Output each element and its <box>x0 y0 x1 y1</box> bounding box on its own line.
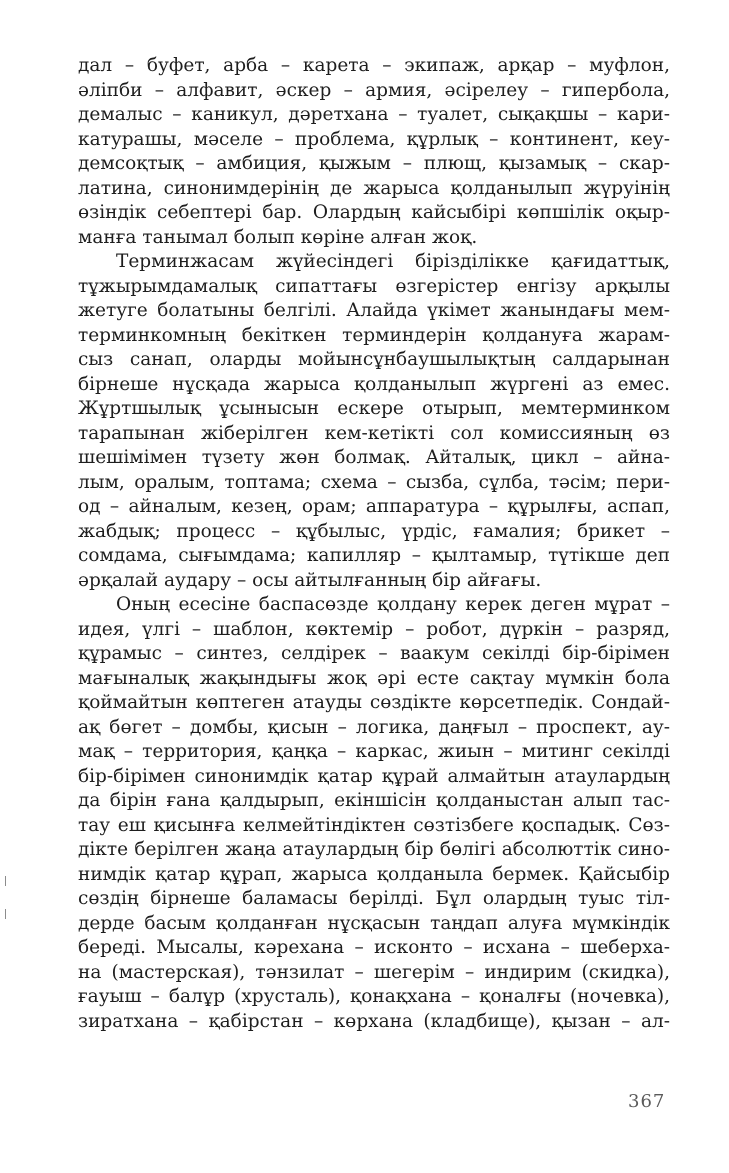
text-line: дерде басым қолданған нұсқасын таңдап алуға мүмкіндік <box>78 912 670 934</box>
text-line: зиратхана – қабірстан – көрхана (кладбище), қызан – ал- <box>78 1010 670 1032</box>
text-line: ғауыш – балұр (хрусталь), қонақхана – қоналғы (ночевка), <box>78 986 670 1007</box>
text-line: дікте берілген жаңа атаулардың бір бөлігі абсолюттік сино- <box>78 839 670 860</box>
text-line: жабдық; процесс – құбылыс, үрдіс, ғамалия; брикет – <box>78 520 670 542</box>
text-line: да бірін ғана қалдырып, екіншісін қолданыстан алып тас- <box>78 790 670 811</box>
text-line: на (мастерская), тәнзилат – шегерім – индирим (скидка), <box>78 961 670 983</box>
text-line: демалыс – каникул, дәретхана – туалет, сықақшы – кари- <box>78 104 670 125</box>
text-line: нимдік қатар құрап, жарыса қолданыла бермек. Қайсыбір <box>78 863 670 885</box>
text-line: идея, үлгі – шаблон, көктемір – робот, дүркін – разряд, <box>78 618 670 640</box>
text-line: латина, синонимдерінің де жарыса қолданылып жүруінің <box>78 177 670 199</box>
text-line: терминкомның бекіткен терминдерін қолдануға жарам- <box>78 324 670 346</box>
text-line: од – айналым, кезең, орам; аппаратура – құрылғы, аспап, <box>78 496 670 517</box>
text-line: Жұртшылық ұсынысын ескере отырып, мемтерминком <box>78 398 670 419</box>
text-line: катурашы, мәселе – проблема, құрлық – континент, кеу- <box>78 128 670 150</box>
text-line: әрқалай аудару – осы айтылғанның бір айғағы. <box>78 569 542 591</box>
text-line: мағыналық жақындығы жоқ әрі есте сақтау мүмкін бола <box>78 667 670 689</box>
text-line: демсоқтық – амбиция, қыжым – плющ, қызамық – скар- <box>78 153 670 174</box>
paragraph-2 <box>78 250 670 593</box>
paragraph-3 <box>78 593 670 1034</box>
text-line: тұжырымдамалық сипаттағы өзгерістер енгізу арқылы <box>78 275 670 297</box>
text-line: қоймайтын көптеген атауды сөздікте көрсетпедік. Сондай- <box>78 692 670 713</box>
text-line: құрамыс – синтез, селдірек – ваакум секілді бір-бірімен <box>78 643 670 664</box>
page-number: 367 <box>628 1091 666 1112</box>
text-line: сөздің бірнеше баламасы берілді. Бұл олардың туыс тіл- <box>78 888 670 909</box>
text-line: ақ бөгет – домбы, қисын – логика, даңғыл – проспект, ау- <box>78 716 670 738</box>
text-line: тарапынан жіберілген кем-кетікті сол комиссияның өз <box>78 422 670 444</box>
scan-edge-mark <box>5 876 6 886</box>
text-line: сомдама, сығымдама; капилляр – қылтамыр, түтікше деп <box>78 545 670 566</box>
text-line: Оның есесіне баспасөзде қолдану керек деген мұрат – <box>116 594 670 615</box>
text-line: Терминжасам жүйесіндегі біріздiлiкке қағидаттық, <box>116 251 670 272</box>
text-line: бір-бірімен синонимдік қатар құрай алмайтын атаулардың <box>78 765 670 787</box>
text-line: береді. Мысалы, кәрехана – исконто – исхана – шеберха- <box>78 937 670 958</box>
text-line: дал – буфет, арба – карета – экипаж, арқар – муфлон, <box>78 55 670 76</box>
text-line: тау еш қисынға келмейтіндіктен сөзтізбеге қоспадық. Сөз- <box>78 814 670 836</box>
text-line: әліпби – алфавит, әскер – армия, әсірелеу – гипербола, <box>78 79 670 101</box>
text-line: мақ – территория, қаңқа – каркас, жиын – митинг секілді <box>78 741 670 762</box>
text-line: шешімімен түзету жөн болмақ. Айталық, цикл – айна- <box>78 447 670 468</box>
text-line: лым, оралым, топтама; схема – сызба, сұлба, тәсім; пери- <box>78 471 670 493</box>
text-column <box>78 54 670 1034</box>
scan-edge-mark <box>5 909 6 919</box>
text-line: бірнеше нұсқада жарыса қолданылып жүргені аз емес. <box>78 373 670 395</box>
text-line: манға танымал болып көріне алған жоқ. <box>78 226 478 248</box>
text-line: сыз санап, оларды мойынсұнбаушылықтың салдарынан <box>78 349 670 370</box>
text-line: жетуге болатыны белгілі. Алайда үкімет жанындағы мем- <box>78 300 670 321</box>
text-line: өзіндік себептері бар. Олардың кайсыбірі көпшілік оқыр- <box>78 202 670 223</box>
paragraph-1 <box>78 54 670 250</box>
